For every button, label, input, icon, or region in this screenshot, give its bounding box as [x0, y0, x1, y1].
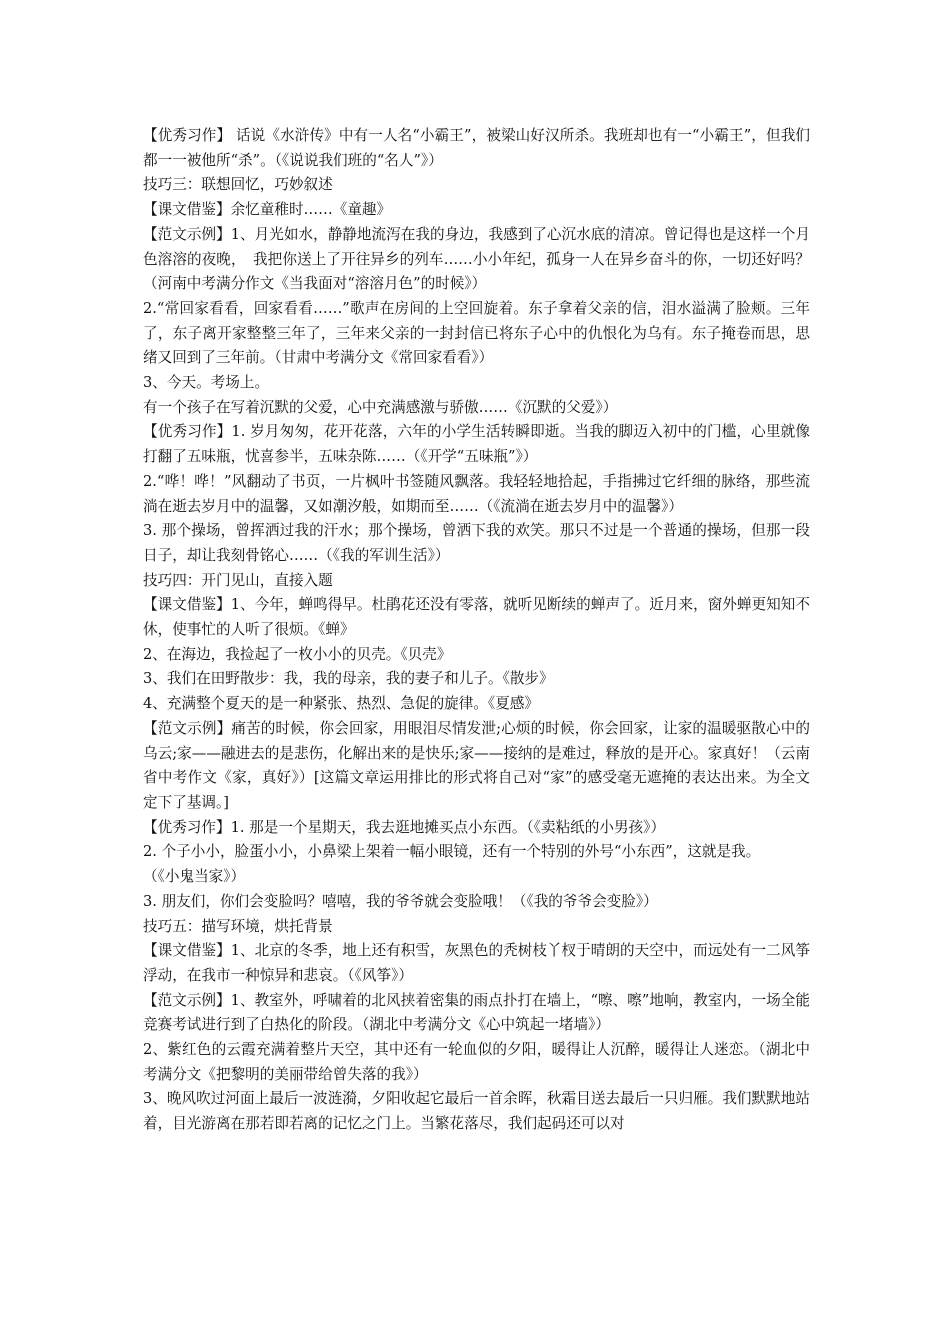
paragraph: 4、充满整个夏天的是一种紧张、热烈、急促的旋律。《夏感》 [143, 695, 540, 713]
paragraph: 3、我们在田野散步：我，我的母亲，我的妻子和儿子。《散步》 [143, 670, 554, 688]
section-heading: 技巧四：开门见山，直接入题 [143, 571, 333, 589]
paragraph: 【范文示例】痛苦的时候，你会回家，用眼泪尽情发泄;心烦的时候，你会回家，让家的温暖驱散心中的乌云;家——融进去的是悲伤，化解出来的是快乐;家——接纳的是难过，释放的是开心。家真好！（云南省中考作文《家，真好》）[这篇文章运用排比的形式将自己对“家”的感受毫无遮掩的表达出来。为全文定下了基调。] [143, 719, 810, 811]
paragraph: 【课文借鉴】1、北京的冬季，地上还有积雪，灰黑色的秃树枝丫杈于晴朗的天空中，而远处有一二风筝浮动，在我市一种惊异和悲哀。（《风筝》） [143, 942, 810, 984]
paragraph: 3、今天。考场上。 [143, 374, 270, 392]
paragraph: 2.“哗！哗！”风翻动了书页，一片枫叶书签随风飘落。我轻轻地拾起，手指拂过它纤细的脉络，那些流淌在逝去岁月中的温馨，又如潮汐般，如期而至……（《流淌在逝去岁月中的温馨》） [143, 472, 810, 515]
paragraph: 【优秀习作】1. 岁月匆匆，花开花落，六年的小学生活转瞬即逝。当我的脚迈入初中的门槛，心里就像打翻了五味瓶，忧喜参半，五味杂陈……（《开学“五味瓶”》） [143, 423, 810, 466]
paragraph: 3、晚风吹过河面上最后一波涟漪，夕阳收起它最后一首余晖，秋霜目送去最后一只归雁。我们默默地站着，目光游离在那若即若离的记忆之门上。当繁花落尽，我们起码还可以对 [143, 1090, 810, 1133]
paragraph: 【优秀习作】1. 那是一个星期天，我去逛地摊买点小东西。（《卖粘纸的小男孩》） [143, 818, 666, 836]
paragraph: 【课文借鉴】余忆童稚时……《童趣》 [143, 201, 392, 219]
paragraph: 2、在海边，我捡起了一枚小小的贝壳。《贝壳》 [143, 645, 452, 663]
paragraph: 3. 那个操场，曾挥洒过我的汗水；那个操场，曾洒下我的欢笑。那只不过是一个普通的操场，但那一段日子，却让我刻骨铭心……（《我的军训生活》） [143, 522, 810, 564]
paragraph: 【优秀习作】 话说《水浒传》中有一人名“小霸王”，被梁山好汉所杀。我班却也有一“小霸王”，但我们都一一被他所“杀”。（《说说我们班的“名人”》） [143, 127, 810, 169]
paragraph: 【课文借鉴】1、今年，蝉鸣得早。杜鹃花还没有零落，就听见断续的蝉声了。近月来，窗外蝉更知知不休，使事忙的人听了很烦。《蝉》 [143, 596, 810, 639]
paragraph: 【范文示例】1、月光如水，静静地流泻在我的身边，我感到了心沉水底的清凉。曾记得也是这样一个月色溶溶的夜晚， 我把你送上了开往异乡的列车……小小年纪，孤身一人在异乡奋斗的你，一切还好吗？（河南中考满分作文《当我面对“溶溶月色”的时候》） [143, 225, 810, 293]
document-body [143, 124, 810, 1137]
paragraph: （《小鬼当家》） [143, 868, 246, 886]
paragraph: 3. 朋友们，你们会变脸吗？嘻嘻，我的爷爷就会变脸哦！（《我的爷爷会变脸》） [143, 892, 658, 910]
paragraph: 2、紫红色的云霞充满着整片天空，其中还有一轮血似的夕阳，暖得让人沉醉，暖得让人迷恋。（湖北中考满分文《把黎明的美丽带给曾失落的我》） [143, 1041, 810, 1083]
paragraph: 2.“常回家看看，回家看看……”歌声在房间的上空回旋着。东子拿着父亲的信，泪水溢满了脸颊。三年了，东子离开家整整三年了，三年来父亲的一封封信已将东子心中的仇恨化为乌有。东子掩卷而思，思绪又回到了三年前。（甘肃中考满分文《常回家看看》） [143, 299, 810, 367]
section-heading: 技巧三：联想回忆，巧妙叙述 [143, 176, 333, 194]
paragraph: 有一个孩子在写着沉默的父爱，心中充满感激与骄傲……《沉默的父爱》） [143, 398, 618, 416]
paragraph: 2. 个子小小，脸蛋小小，小鼻梁上架着一幅小眼镜，还有一个特别的外号“小东西”，这就是我。 [143, 843, 761, 861]
paragraph: 【范文示例】1、教室外，呼啸着的北风挟着密集的雨点扑打在墙上，“嚓、嚓”地响，教室内，一场全能竞赛考试进行到了白热化的阶段。（湖北中考满分文《心中筑起一堵墙》） [143, 991, 810, 1034]
section-heading: 技巧五：描写环境，烘托背景 [143, 917, 333, 935]
